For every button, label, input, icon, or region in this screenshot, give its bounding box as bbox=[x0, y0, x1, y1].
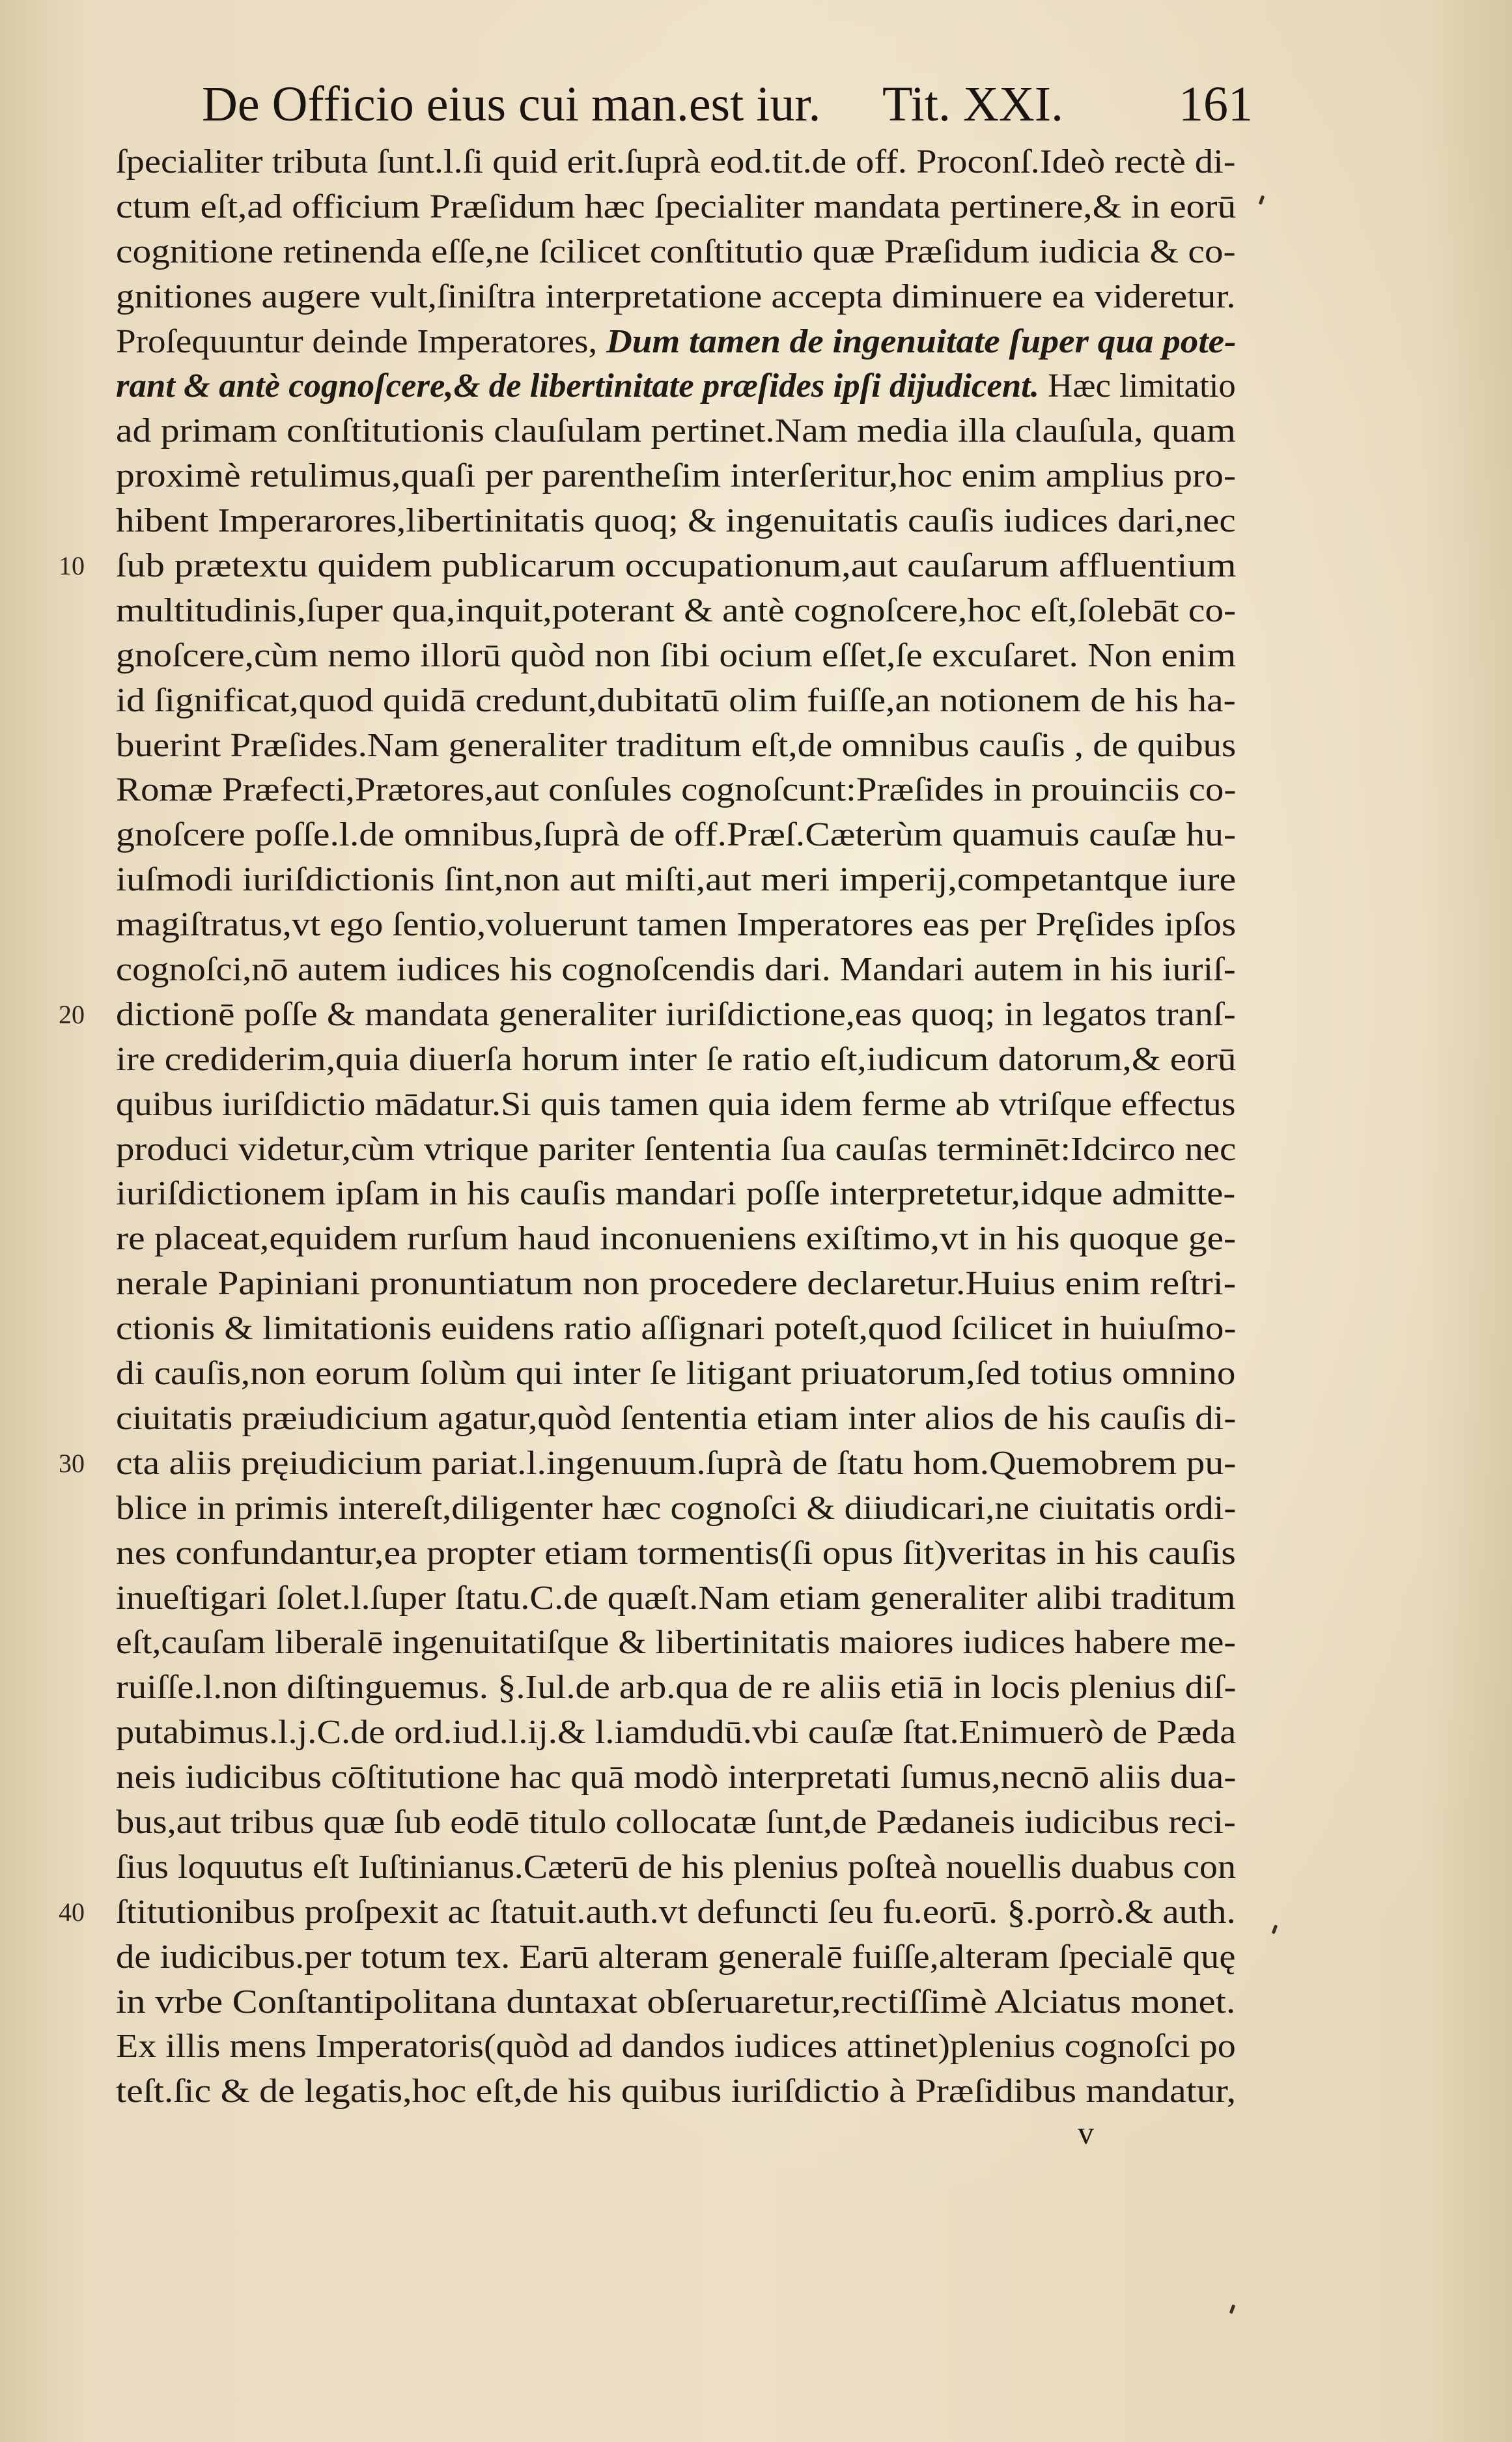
line-text bbox=[116, 1711, 1236, 1755]
text-line bbox=[111, 1755, 1283, 1800]
text-line bbox=[111, 409, 1283, 454]
text-line bbox=[111, 1666, 1283, 1711]
text-line bbox=[111, 1397, 1283, 1441]
text-line bbox=[111, 1621, 1283, 1666]
text-line bbox=[111, 364, 1283, 409]
line-number: 10 bbox=[59, 551, 85, 581]
text-line bbox=[59, 544, 1283, 589]
text-line bbox=[111, 1935, 1283, 1980]
text-run: iuriſdictionem ipſam in his cauſis mandari poſſe interpretetur,idque admitte- bbox=[116, 1175, 1236, 1213]
text-line bbox=[59, 993, 1283, 1038]
line-text bbox=[116, 499, 1236, 544]
text-run: re placeat,equidem rurſum haud inconueniens exiſtimo,vt in his quoque ge- bbox=[116, 1220, 1237, 1258]
text-line bbox=[111, 1307, 1283, 1352]
text-run: di cauſis,non eorum ſolùm qui inter ſe litigant priuatorum,ſed totius omnino bbox=[116, 1355, 1236, 1393]
line-text bbox=[116, 1845, 1236, 1890]
running-header bbox=[202, 68, 1253, 140]
text-run: putabimus.l.j.C.de ord.iud.l.ij.& l.iamdudū.vbi cauſæ ſtat.Enimuerò de Pæda bbox=[116, 1714, 1237, 1752]
text-line bbox=[111, 1845, 1283, 1890]
text-line bbox=[111, 320, 1283, 365]
line-text bbox=[116, 275, 1235, 320]
text-line bbox=[111, 1711, 1283, 1755]
text-line bbox=[111, 185, 1283, 230]
text-run: hibent Imperarores,libertinitatis quoq; & ingenuitatis cauſis iudices dari,nec bbox=[116, 502, 1236, 540]
line-text bbox=[116, 140, 1236, 185]
text-line bbox=[111, 858, 1283, 903]
text-run: id ſignificat,quod quidā credunt,dubitatū olim fuiſſe,an notionem de his ha- bbox=[116, 681, 1236, 719]
text-line bbox=[111, 1128, 1283, 1172]
line-text bbox=[116, 1890, 1236, 1935]
text-run: Romæ Præfecti,Prætores,aut conſules cognoſcunt:Præſides in prouinciis co- bbox=[116, 771, 1237, 809]
text-line bbox=[111, 1083, 1283, 1128]
line-text bbox=[116, 993, 1236, 1038]
line-text bbox=[116, 409, 1236, 454]
line-text bbox=[116, 1486, 1236, 1531]
line-text bbox=[116, 1531, 1236, 1576]
line-text bbox=[116, 2069, 1236, 2114]
line-text bbox=[116, 1397, 1236, 1441]
line-text bbox=[116, 1755, 1236, 1800]
text-line bbox=[111, 140, 1283, 185]
text-run: ire crediderim,quia diuerſa horum inter ſe ratio eſt,iudicum datorum,& eorū bbox=[116, 1040, 1237, 1078]
section-title: Tit. XXI. bbox=[882, 77, 1064, 132]
text-run: blice in primis intereſt,diligenter hæc cognoſci & diiudicari,ne ciuitatis ordi- bbox=[116, 1489, 1237, 1527]
line-text bbox=[116, 544, 1237, 589]
line-number: 20 bbox=[59, 999, 85, 1029]
text-line bbox=[111, 1800, 1283, 1845]
line-text bbox=[116, 724, 1236, 769]
text-line bbox=[59, 1441, 1283, 1486]
line-text bbox=[116, 454, 1236, 499]
text-run: ſpecialiter tributa ſunt.l.ſi quid erit.ſuprà eod.tit.de off. Proconſ.Ideò rectè di- bbox=[116, 143, 1236, 180]
text-line bbox=[111, 589, 1283, 634]
text-line bbox=[111, 230, 1283, 275]
text-run: gnitiones augere vult,ſiniſtra interpretatione accepta diminuere ea videretur. bbox=[116, 277, 1236, 315]
line-text bbox=[116, 1621, 1236, 1666]
text-line bbox=[111, 1217, 1283, 1262]
text-run: magiſtratus,vt ego ſentio,voluerunt tamen Imperatores eas per Pręſides ipſos bbox=[116, 906, 1237, 944]
text-run: teſt.ſic & de legatis,hoc eſt,de his quibus iuriſdictio à Præſidibus mandatur, bbox=[116, 2073, 1237, 2110]
line-text bbox=[116, 1576, 1236, 1621]
line-number: 40 bbox=[59, 1897, 85, 1927]
text-run: ruiſſe.l.non diſtinguemus. §.Iul.de arb.qua de re aliis etiā in locis plenius diſ- bbox=[116, 1669, 1237, 1707]
text-run: ſius loquutus eſt Iuſtinianus.Cæterū de his plenius poſteà nouellis duabus con bbox=[116, 1848, 1236, 1886]
line-text bbox=[116, 2024, 1236, 2069]
text-run: ctionis & limitationis euidens ratio aſſignari poteſt,quod ſcilicet in huiuſmo- bbox=[116, 1310, 1237, 1348]
text-line bbox=[111, 903, 1283, 948]
line-text bbox=[116, 1352, 1235, 1397]
line-text bbox=[116, 1980, 1236, 2025]
line-text bbox=[116, 679, 1236, 724]
text-run: bus,aut tribus quæ ſub eodē titulo collocatæ ſunt,de Pædaneis iudicibus reci- bbox=[116, 1803, 1236, 1841]
text-line bbox=[111, 1531, 1283, 1576]
line-text bbox=[116, 1307, 1236, 1352]
text-line bbox=[111, 275, 1283, 320]
text-run: eſt,cauſam liberalē ingenuitatiſque & libertinitatis maiores iudices habere me- bbox=[116, 1624, 1236, 1662]
text-run: produci videtur,cùm vtrique pariter ſententia ſua cauſas terminēt:Idcirco nec bbox=[116, 1130, 1237, 1168]
line-text bbox=[116, 1083, 1235, 1128]
text-run: ctum eſt,ad officium Præſidum hæc ſpecialiter mandata pertinere,& in eorū bbox=[116, 188, 1237, 225]
text-run: proximè retulimus,quaſi per parentheſim interſeritur,hoc enim amplius pro- bbox=[116, 457, 1237, 495]
text-run: nes confundantur,ea propter etiam tormentis(ſi opus ſit)veritas in his cauſis bbox=[116, 1534, 1236, 1572]
text-line bbox=[59, 1890, 1283, 1935]
text-line bbox=[111, 1352, 1283, 1397]
text-run: cognoſci,nō autem iudices his cognoſcendis dari. Mandari autem in his iuriſ- bbox=[116, 951, 1236, 989]
text-line bbox=[111, 454, 1283, 499]
line-text bbox=[116, 1441, 1236, 1486]
text-line bbox=[111, 768, 1283, 813]
text-line bbox=[111, 1038, 1283, 1083]
catchword: v bbox=[1078, 2114, 1094, 2151]
text-line bbox=[111, 634, 1283, 679]
text-run: ſub prætextu quidem publicarum occupationum,aut cauſarum affluentium bbox=[116, 547, 1237, 585]
line-text bbox=[116, 589, 1236, 634]
line-text bbox=[116, 1038, 1236, 1083]
text-run: iuſmodi iuriſdictionis ſint,non aut miſti,aut meri imperij,competantque iure bbox=[116, 861, 1237, 899]
text-run: Proſequuntur deinde Imperatores, bbox=[116, 322, 606, 360]
text-run: cognitione retinenda eſſe,ne ſcilicet conſtitutio quæ Præſidum iudicia & co- bbox=[116, 233, 1236, 270]
line-text bbox=[116, 1128, 1236, 1172]
quoted-text: rant & antè cognoſcere,& de libertinitate præſides ipſi dijudicent. bbox=[116, 367, 1039, 405]
text-run: ad primam conſtitutionis clauſulam pertinet.Nam media illa clauſula, quam bbox=[116, 412, 1236, 450]
text-run: cta aliis pręiudicium pariat.l.ingenuum.ſuprà de ſtatu hom.Quemobrem pu- bbox=[116, 1444, 1237, 1482]
text-run: neis iudicibus cōſtitutione hac quā modò interpretati ſumus,necnō aliis dua- bbox=[116, 1759, 1237, 1796]
line-text bbox=[116, 364, 1236, 409]
line-text bbox=[116, 1217, 1236, 1262]
line-text bbox=[116, 1666, 1236, 1711]
text-line bbox=[111, 1262, 1283, 1307]
text-line bbox=[111, 1486, 1283, 1531]
line-text bbox=[116, 320, 1236, 365]
running-title: De Officio eius cui man.est iur. bbox=[202, 77, 821, 132]
text-run: dictionē poſſe & mandata generaliter iuriſdictione,eas quoq; in legatos tranſ- bbox=[116, 995, 1236, 1033]
text-line bbox=[111, 2069, 1283, 2114]
text-line bbox=[111, 679, 1283, 724]
line-text bbox=[116, 185, 1236, 230]
text-run: in vrbe Conſtantipolitana duntaxat obſeruaretur,rectiſſimè Alciatus monet. bbox=[116, 1983, 1236, 2021]
quoted-text: Dum tamen de ingenuitate ſuper qua pote- bbox=[606, 322, 1237, 360]
text-run: gnoſcere,cùm nemo illorū quòd non ſibi ocium eſſet,ſe excuſaret. Non enim bbox=[116, 636, 1237, 674]
line-text bbox=[116, 813, 1236, 858]
line-text bbox=[116, 1262, 1236, 1307]
text-run: ciuitatis præiudicium agatur,quòd ſententia etiam inter alios de his cauſis di- bbox=[116, 1399, 1237, 1437]
text-line bbox=[111, 1576, 1283, 1621]
text-run: Hæc limitatio bbox=[1039, 367, 1236, 405]
page-number: 161 bbox=[1179, 77, 1253, 132]
text-run: inueſtigari ſolet.l.ſuper ſtatu.C.de quæſt.Nam etiam generaliter alibi traditum bbox=[116, 1579, 1236, 1617]
main-text-block bbox=[59, 140, 1283, 2114]
line-text bbox=[116, 1172, 1235, 1217]
text-line bbox=[111, 724, 1283, 769]
line-text bbox=[116, 858, 1236, 903]
text-run: buerint Præſides.Nam generaliter traditum eſt,de omnibus cauſis , de quibus bbox=[116, 726, 1237, 764]
line-text bbox=[116, 948, 1236, 993]
line-text bbox=[116, 230, 1236, 275]
text-line bbox=[111, 813, 1283, 858]
text-line bbox=[111, 2024, 1283, 2069]
text-run: de iudicibus.per totum tex. Earū alteram generalē fuiſſe,alteram ſpecialē quę bbox=[116, 1938, 1236, 1976]
line-text bbox=[116, 903, 1236, 948]
text-run: Ex illis mens Imperatoris(quòd ad dandos iudices attinet)plenius cognoſci po bbox=[116, 2028, 1236, 2066]
text-line bbox=[111, 499, 1283, 544]
text-run: ſtitutionibus proſpexit ac ſtatuit.auth.vt defuncti ſeu fu.eorū. §.porrò.& auth. bbox=[116, 1893, 1236, 1931]
text-run: nerale Papiniani pronuntiatum non procedere declaretur.Huius enim reſtri- bbox=[116, 1265, 1237, 1303]
text-line bbox=[111, 1980, 1283, 2025]
text-run: gnoſcere poſſe.l.de omnibus,ſuprà de off.Præſ.Cæterùm quamuis cauſæ hu- bbox=[116, 816, 1237, 854]
text-run: multitudinis,ſuper qua,inquit,poterant & antè cognoſcere,hoc eſt,ſolebāt co- bbox=[116, 591, 1237, 629]
line-text bbox=[116, 768, 1236, 813]
line-text bbox=[116, 1800, 1236, 1845]
line-text bbox=[116, 1935, 1235, 1980]
text-line bbox=[111, 1172, 1283, 1217]
text-line bbox=[111, 948, 1283, 993]
line-text bbox=[116, 634, 1236, 679]
text-run: quibus iuriſdictio mādatur.Si quis tamen quia idem ferme ab vtriſque effectus bbox=[116, 1085, 1236, 1123]
ink-speck bbox=[1229, 2305, 1235, 2314]
line-number: 30 bbox=[59, 1448, 85, 1478]
